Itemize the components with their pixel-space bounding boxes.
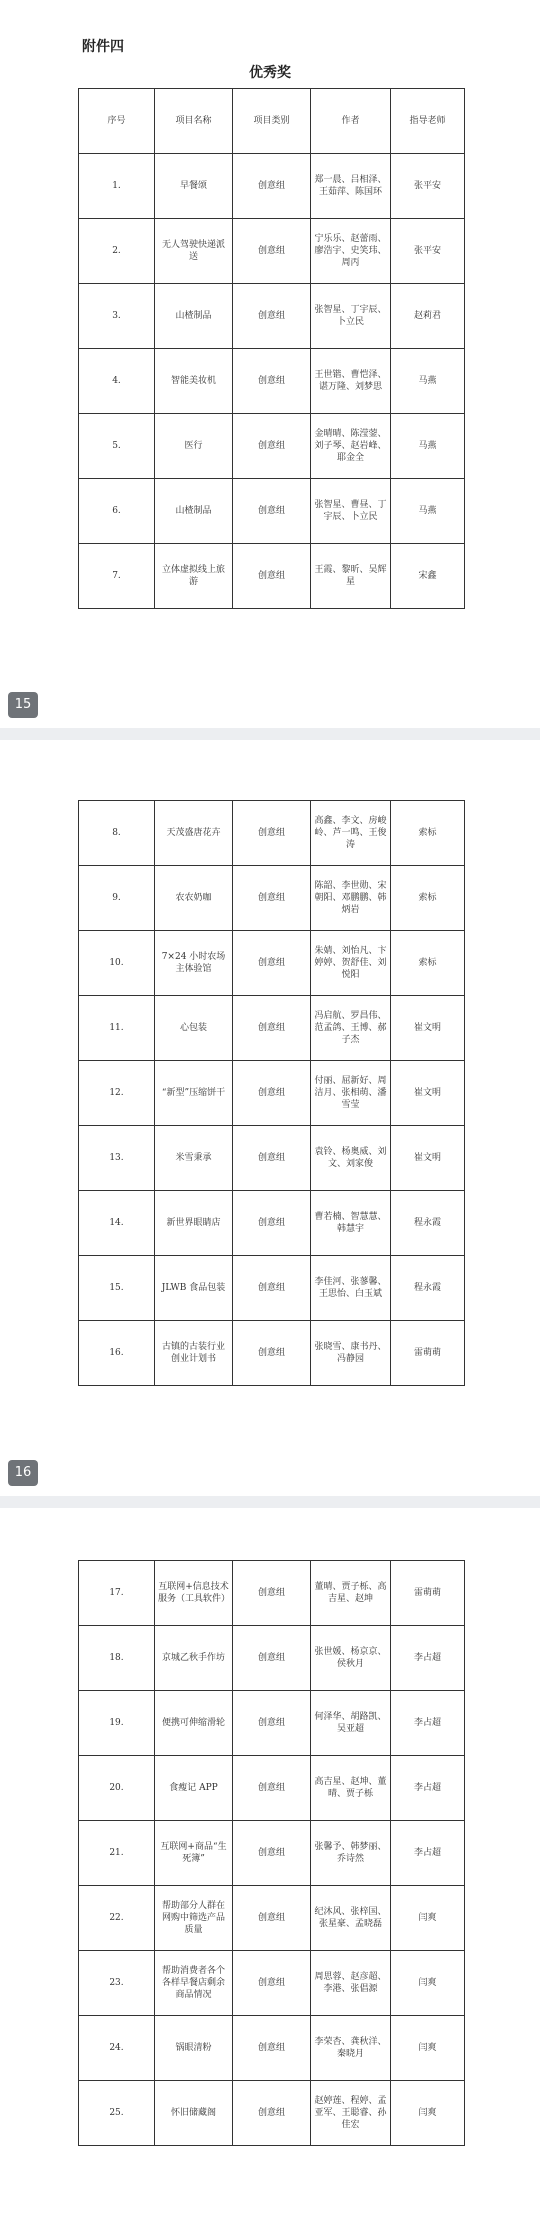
cell-index: 6. xyxy=(79,479,155,544)
table-row xyxy=(79,1951,465,2016)
cell-advisor: 索标 xyxy=(391,931,465,996)
cell-advisor: 马燕 xyxy=(391,479,465,544)
cell-index: 21. xyxy=(79,1821,155,1886)
cell-project-name: 天茂盛唐花卉 xyxy=(155,801,233,866)
cell-category: 创意组 xyxy=(233,1561,311,1626)
cell-project-name: 帮助消费者各个各样早餐店剩余商品情况 xyxy=(155,1951,233,2016)
document-page-2 xyxy=(0,740,540,1496)
table-row xyxy=(79,1821,465,1886)
header-advisor: 指导老师 xyxy=(391,89,465,154)
page-separator xyxy=(0,1496,540,1508)
cell-category: 创意组 xyxy=(233,1756,311,1821)
cell-authors: 曹若楠、智慧慧、韩慧宇 xyxy=(311,1191,391,1256)
cell-category: 创意组 xyxy=(233,1321,311,1386)
table-row xyxy=(79,414,465,479)
table-row xyxy=(79,1256,465,1321)
cell-index: 5. xyxy=(79,414,155,479)
cell-index: 13. xyxy=(79,1126,155,1191)
table-row xyxy=(79,544,465,609)
cell-authors: 纪沐风、张梓国、张星豪、孟晓磊 xyxy=(311,1886,391,1951)
table-row xyxy=(79,996,465,1061)
cell-index: 22. xyxy=(79,1886,155,1951)
cell-project-name: 京城乙秋手作坊 xyxy=(155,1626,233,1691)
cell-category: 创意组 xyxy=(233,1061,311,1126)
cell-index: 2. xyxy=(79,219,155,284)
cell-project-name: 无人驾驶快递派送 xyxy=(155,219,233,284)
table-row xyxy=(79,2081,465,2146)
cell-authors: 张智星、丁宇辰、卜立民 xyxy=(311,284,391,349)
cell-category: 创意组 xyxy=(233,284,311,349)
cell-category: 创意组 xyxy=(233,931,311,996)
cell-project-name: 医行 xyxy=(155,414,233,479)
cell-authors: 付丽、屈新好、周洁月、张相萌、潘雪莹 xyxy=(311,1061,391,1126)
table-header-row xyxy=(79,89,465,154)
table-row xyxy=(79,1561,465,1626)
award-title: 优秀奖 xyxy=(249,65,291,81)
cell-index: 20. xyxy=(79,1756,155,1821)
cell-project-name: “新型”压缩饼干 xyxy=(155,1061,233,1126)
cell-advisor: 李占超 xyxy=(391,1626,465,1691)
cell-project-name: 新世界眼睛店 xyxy=(155,1191,233,1256)
cell-index: 1. xyxy=(79,154,155,219)
cell-index: 8. xyxy=(79,801,155,866)
cell-index: 10. xyxy=(79,931,155,996)
cell-index: 3. xyxy=(79,284,155,349)
cell-project-name: 立体虚拟线上旅游 xyxy=(155,544,233,609)
cell-category: 创意组 xyxy=(233,1951,311,2016)
page-number-badge: 15 xyxy=(8,692,38,718)
header-category: 项目类别 xyxy=(233,89,311,154)
cell-authors: 李荣杏、龚秋洋、秦晓月 xyxy=(311,2016,391,2081)
table-row xyxy=(79,1126,465,1191)
cell-advisor: 赵莉君 xyxy=(391,284,465,349)
cell-advisor: 闫爽 xyxy=(391,1886,465,1951)
cell-project-name: 早餐颂 xyxy=(155,154,233,219)
cell-advisor: 雷萌萌 xyxy=(391,1561,465,1626)
cell-project-name: 智能美妆机 xyxy=(155,349,233,414)
cell-authors: 张晓雪、康书丹、冯静园 xyxy=(311,1321,391,1386)
cell-project-name: 互联网+信息技术服务（工具软件） xyxy=(155,1561,233,1626)
table-row xyxy=(79,479,465,544)
cell-index: 4. xyxy=(79,349,155,414)
cell-advisor: 马燕 xyxy=(391,349,465,414)
table-row xyxy=(79,1061,465,1126)
cell-index: 17. xyxy=(79,1561,155,1626)
cell-advisor: 李占超 xyxy=(391,1691,465,1756)
cell-authors: 何泽华、胡路凯、吴亚超 xyxy=(311,1691,391,1756)
cell-project-name: JLWB 食品包装 xyxy=(155,1256,233,1321)
cell-category: 创意组 xyxy=(233,1191,311,1256)
document-page-1 xyxy=(0,0,540,728)
cell-index: 12. xyxy=(79,1061,155,1126)
cell-category: 创意组 xyxy=(233,2016,311,2081)
cell-category: 创意组 xyxy=(233,1126,311,1191)
cell-category: 创意组 xyxy=(233,1256,311,1321)
cell-index: 9. xyxy=(79,866,155,931)
cell-authors: 宁乐乐、赵蕾雨、廖浩宇、史笑玮、周丙 xyxy=(311,219,391,284)
cell-project-name: 心包装 xyxy=(155,996,233,1061)
cell-category: 创意组 xyxy=(233,2081,311,2146)
cell-index: 23. xyxy=(79,1951,155,2016)
header-authors: 作者 xyxy=(311,89,391,154)
cell-project-name: 锅眼清粉 xyxy=(155,2016,233,2081)
cell-advisor: 马燕 xyxy=(391,414,465,479)
page-number-badge: 16 xyxy=(8,1460,38,1486)
cell-category: 创意组 xyxy=(233,1691,311,1756)
cell-index: 18. xyxy=(79,1626,155,1691)
cell-advisor: 索标 xyxy=(391,801,465,866)
award-table-page-1 xyxy=(78,88,465,609)
table-row xyxy=(79,1321,465,1386)
cell-project-name: 山楂制品 xyxy=(155,284,233,349)
cell-category: 创意组 xyxy=(233,866,311,931)
cell-authors: 高鑫、李文、房峻岭、芦一鸣、王俊涛 xyxy=(311,801,391,866)
cell-category: 创意组 xyxy=(233,414,311,479)
cell-advisor: 闫爽 xyxy=(391,1951,465,2016)
award-table-page-3 xyxy=(78,1560,465,2146)
cell-authors: 陈韶、李世勋、宋朝阳、邓鹏鹏、韩炳岩 xyxy=(311,866,391,931)
cell-advisor: 崔文明 xyxy=(391,1061,465,1126)
cell-category: 创意组 xyxy=(233,544,311,609)
page-separator xyxy=(0,728,540,740)
table-row xyxy=(79,2016,465,2081)
cell-advisor: 程永霞 xyxy=(391,1256,465,1321)
table-row xyxy=(79,1691,465,1756)
cell-category: 创意组 xyxy=(233,1886,311,1951)
cell-advisor: 崔文明 xyxy=(391,1126,465,1191)
cell-index: 16. xyxy=(79,1321,155,1386)
cell-project-name: 古镇的古装行业创业计划书 xyxy=(155,1321,233,1386)
cell-authors: 董晴、贾子栎、高吉星、赵坤 xyxy=(311,1561,391,1626)
cell-advisor: 崔文明 xyxy=(391,996,465,1061)
table-row xyxy=(79,931,465,996)
cell-category: 创意组 xyxy=(233,349,311,414)
table-row xyxy=(79,866,465,931)
cell-project-name: 农农奶咖 xyxy=(155,866,233,931)
cell-category: 创意组 xyxy=(233,1821,311,1886)
cell-authors: 王霞、黎昕、吴辉星 xyxy=(311,544,391,609)
cell-category: 创意组 xyxy=(233,1626,311,1691)
cell-authors: 金晴晴、陈滢蓥、刘子琴、赵岩峰、耶金全 xyxy=(311,414,391,479)
cell-index: 7. xyxy=(79,544,155,609)
cell-project-name: 山楂制品 xyxy=(155,479,233,544)
cell-index: 24. xyxy=(79,2016,155,2081)
cell-project-name: 食瘦记 APP xyxy=(155,1756,233,1821)
cell-advisor: 闫爽 xyxy=(391,2016,465,2081)
award-table-page-2 xyxy=(78,800,465,1386)
header-index: 序号 xyxy=(79,89,155,154)
table-row xyxy=(79,219,465,284)
cell-authors: 朱婧、刘怡凡、卞婷婷、贺舒佳、刘悦阳 xyxy=(311,931,391,996)
table-row xyxy=(79,284,465,349)
cell-advisor: 李占超 xyxy=(391,1821,465,1886)
cell-authors: 王世锴、曹恺泽、谌万隆、刘梦思 xyxy=(311,349,391,414)
cell-advisor: 雷萌萌 xyxy=(391,1321,465,1386)
cell-project-name: 互联网+商品“生死簿” xyxy=(155,1821,233,1886)
cell-authors: 张智星、曹昼、丁宇辰、卜立民 xyxy=(311,479,391,544)
cell-index: 14. xyxy=(79,1191,155,1256)
cell-index: 25. xyxy=(79,2081,155,2146)
cell-authors: 冯启航、罗昌伟、范孟鸽、王博、郝子杰 xyxy=(311,996,391,1061)
table-row xyxy=(79,1756,465,1821)
attachment-label: 附件四 xyxy=(82,39,124,55)
table-row xyxy=(79,1191,465,1256)
cell-project-name: 米雪秉承 xyxy=(155,1126,233,1191)
cell-category: 创意组 xyxy=(233,996,311,1061)
header-project-name: 项目名称 xyxy=(155,89,233,154)
cell-authors: 李佳河、张蓼馨、王思怡、白玉斌 xyxy=(311,1256,391,1321)
cell-authors: 张馨予、韩梦丽、乔诗然 xyxy=(311,1821,391,1886)
cell-advisor: 张平安 xyxy=(391,219,465,284)
cell-index: 11. xyxy=(79,996,155,1061)
cell-project-name: 怀旧储藏阁 xyxy=(155,2081,233,2146)
cell-authors: 赵婷莲、程婷、孟亚军、王聪睿、孙佳宏 xyxy=(311,2081,391,2146)
cell-advisor: 闫爽 xyxy=(391,2081,465,2146)
cell-category: 创意组 xyxy=(233,801,311,866)
cell-index: 15. xyxy=(79,1256,155,1321)
table-row xyxy=(79,154,465,219)
cell-project-name: 帮助部分人群在网购中筛选产品质量 xyxy=(155,1886,233,1951)
cell-authors: 张世媛、杨京京、侯秋月 xyxy=(311,1626,391,1691)
cell-authors: 周思蓉、赵彦超、李港、张倡源 xyxy=(311,1951,391,2016)
document-page-3 xyxy=(0,1508,540,2214)
cell-authors: 袁铃、杨奥威、刘文、刘家俊 xyxy=(311,1126,391,1191)
cell-advisor: 宋鑫 xyxy=(391,544,465,609)
table-row xyxy=(79,1886,465,1951)
cell-category: 创意组 xyxy=(233,154,311,219)
cell-advisor: 张平安 xyxy=(391,154,465,219)
cell-authors: 高吉星、赵坤、董晴、贾子栎 xyxy=(311,1756,391,1821)
cell-advisor: 索标 xyxy=(391,866,465,931)
cell-category: 创意组 xyxy=(233,479,311,544)
table-row xyxy=(79,1626,465,1691)
cell-project-name: 7×24 小时农场主体验馆 xyxy=(155,931,233,996)
cell-project-name: 便携可伸缩滑轮 xyxy=(155,1691,233,1756)
cell-advisor: 程永霞 xyxy=(391,1191,465,1256)
table-row xyxy=(79,801,465,866)
cell-category: 创意组 xyxy=(233,219,311,284)
cell-advisor: 李占超 xyxy=(391,1756,465,1821)
table-row xyxy=(79,349,465,414)
cell-authors: 郑一晨、吕相泽、王茹萍、陈国环 xyxy=(311,154,391,219)
cell-index: 19. xyxy=(79,1691,155,1756)
